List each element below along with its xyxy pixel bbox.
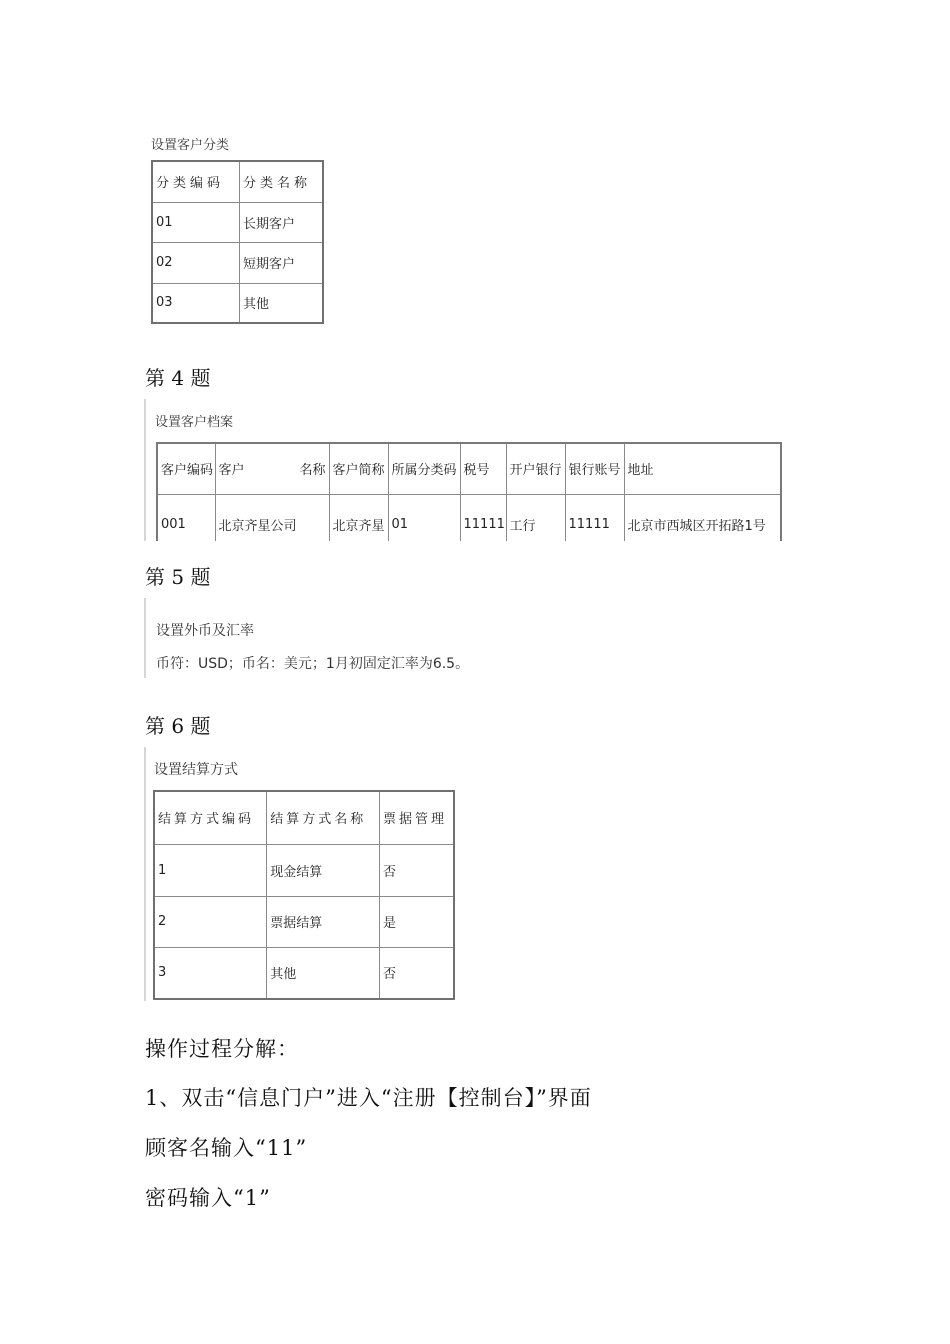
header-category-name: 分类名称	[240, 161, 324, 202]
header-settlement-name: 结算方式名称	[267, 791, 380, 844]
cell-settlement-code: 1	[154, 844, 267, 896]
quote-bar	[144, 598, 146, 678]
header-tax-id: 税号	[460, 443, 506, 494]
table-row	[154, 844, 454, 896]
header-name: 名称	[299, 463, 326, 479]
table-row	[157, 494, 781, 541]
table-row	[152, 283, 323, 323]
customer-archive-table	[156, 442, 782, 541]
header-bill-management: 票据管理	[380, 791, 455, 844]
cell-bill-management: 否	[380, 844, 455, 896]
paragraph-password: 密码输入“1”	[145, 1186, 271, 1210]
cell-tax-id: 11111	[460, 494, 506, 541]
header-bank: 开户银行	[506, 443, 565, 494]
cell-bank: 工行	[506, 494, 565, 541]
customer-archive-caption: 设置客户档案	[155, 415, 234, 430]
table-row	[152, 202, 323, 242]
header-customer-code: 客户编码	[157, 443, 215, 494]
header-bank-account: 银行账号	[565, 443, 624, 494]
customer-archive-table-clip	[150, 440, 782, 541]
table-header-row	[157, 443, 781, 494]
header-settlement-code: 结算方式编码	[154, 791, 267, 844]
header-short-name: 客户简称	[329, 443, 388, 494]
cell-settlement-code: 3	[154, 947, 267, 999]
cell-name: 长期客户	[240, 202, 324, 242]
currency-caption: 设置外币及汇率	[156, 623, 254, 639]
cell-settlement-name: 其他	[267, 947, 380, 999]
cell-short-name: 北京齐星	[329, 494, 388, 541]
header-customer: 客户	[218, 463, 245, 479]
table-header-row	[152, 161, 323, 202]
cell-name: 短期客户	[240, 242, 324, 283]
paragraph-step-1: 1、双击“信息门户”进入“注册【控制台】”界面	[145, 1086, 592, 1110]
cell-customer-name: 北京齐星公司	[215, 494, 329, 541]
table-row	[152, 242, 323, 283]
question-6-heading: 第 6 题	[145, 714, 211, 738]
settlement-caption: 设置结算方式	[154, 762, 238, 778]
cell-address: 北京市西城区开拓路1号	[624, 494, 781, 541]
cell-bill-management: 是	[380, 896, 455, 947]
header-category-code: 所属分类码	[388, 443, 460, 494]
customer-category-table	[151, 160, 324, 324]
paragraph-username: 顾客名输入“11”	[145, 1136, 308, 1160]
header-category-code: 分类编码	[152, 161, 240, 202]
quote-bar	[144, 747, 146, 1001]
table-header-row	[154, 791, 454, 844]
cell-name: 其他	[240, 283, 324, 323]
cell-code: 01	[152, 202, 240, 242]
table-row	[154, 947, 454, 999]
cell-bank-account: 11111	[565, 494, 624, 541]
cell-code: 02	[152, 242, 240, 283]
cell-customer-code: 001	[157, 494, 215, 541]
paragraph-steps-title: 操作过程分解：	[145, 1037, 299, 1061]
cell-settlement-code: 2	[154, 896, 267, 947]
cell-bill-management: 否	[380, 947, 455, 999]
question-4-heading: 第 4 题	[145, 366, 211, 390]
currency-text: 币符：USD；币名：美元；1月初固定汇率为6.5。	[156, 656, 470, 672]
cell-settlement-name: 现金结算	[267, 844, 380, 896]
header-customer-name	[215, 443, 329, 494]
header-address: 地址	[624, 443, 781, 494]
cell-code: 03	[152, 283, 240, 323]
customer-category-caption: 设置客户分类	[151, 138, 230, 153]
table-row	[154, 896, 454, 947]
cell-settlement-name: 票据结算	[267, 896, 380, 947]
settlement-table	[153, 790, 455, 1000]
quote-bar	[144, 399, 146, 541]
question-5-heading: 第 5 题	[145, 565, 211, 589]
cell-category-code: 01	[388, 494, 460, 541]
